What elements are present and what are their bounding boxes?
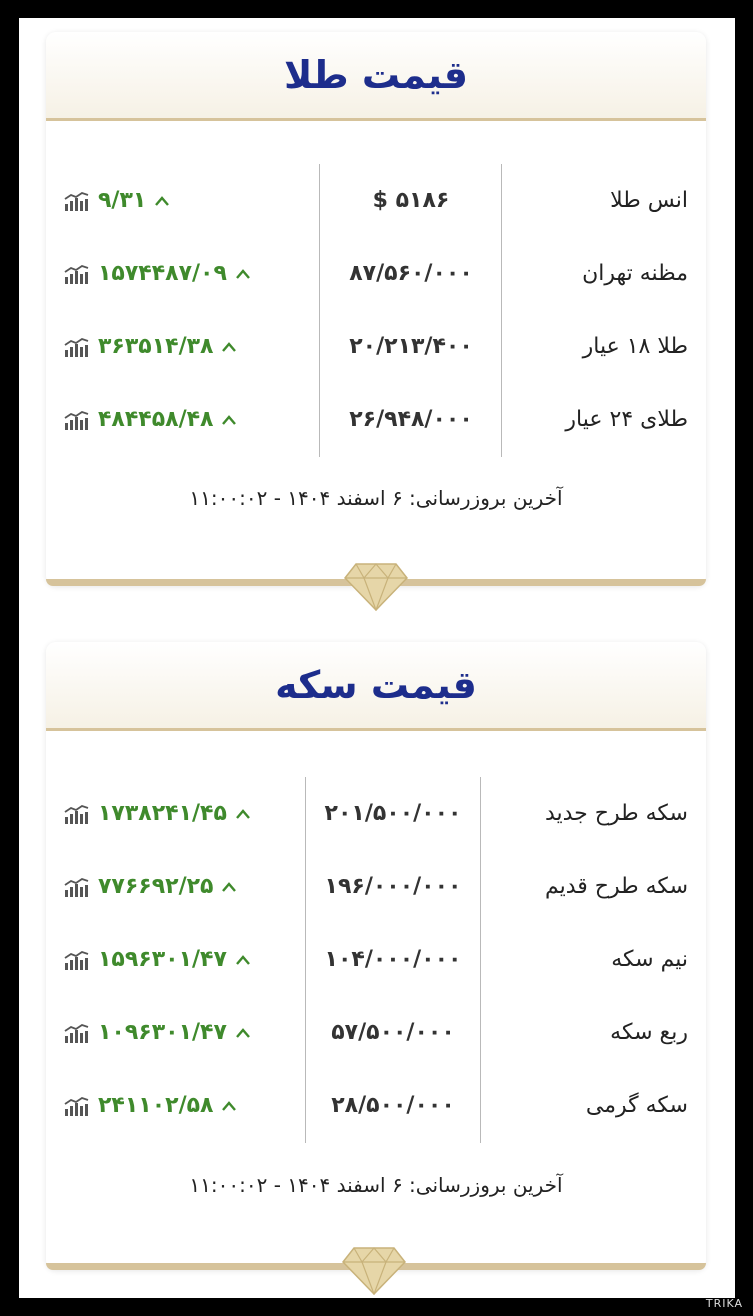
change-value: ۷۷۶۶۹۲/۲۵ bbox=[98, 874, 214, 899]
table-row bbox=[46, 1069, 706, 1142]
row-change bbox=[64, 947, 251, 972]
row-price: ۱۹۶/۰۰۰/۰۰۰ bbox=[324, 874, 462, 899]
row-name: سکه طرح جدید bbox=[544, 801, 688, 826]
row-price: ۵۷/۵۰۰/۰۰۰ bbox=[331, 1020, 455, 1045]
row-change bbox=[64, 1020, 251, 1045]
bar-chart-icon bbox=[64, 1095, 90, 1117]
bar-chart-icon bbox=[64, 409, 90, 431]
bar-chart-icon bbox=[64, 876, 90, 898]
change-value: ۱۷۳۸۲۴۱/۴۵ bbox=[98, 801, 227, 826]
bar-chart-icon bbox=[64, 803, 90, 825]
chevron-up-icon bbox=[235, 1027, 251, 1039]
row-change bbox=[64, 334, 237, 359]
row-name: انس طلا bbox=[610, 188, 688, 213]
coin-card-title: قیمت سکه bbox=[275, 663, 477, 707]
row-name: مظنه تهران bbox=[582, 261, 688, 286]
row-price: ۸۷/۵۶۰/۰۰۰ bbox=[349, 261, 473, 286]
row-change bbox=[64, 407, 237, 432]
row-name: سکه گرمی bbox=[585, 1093, 688, 1118]
row-price: ۲۸/۵۰۰/۰۰۰ bbox=[331, 1093, 455, 1118]
chevron-up-icon bbox=[235, 954, 251, 966]
chevron-up-icon bbox=[235, 808, 251, 820]
change-value: ۲۴۱۱۰۲/۵۸ bbox=[98, 1093, 214, 1118]
gold-card-header bbox=[46, 32, 706, 121]
coin-card-header bbox=[46, 642, 706, 731]
gold-card-title: قیمت طلا bbox=[284, 53, 468, 97]
table-row bbox=[46, 850, 706, 923]
bar-chart-icon bbox=[64, 1022, 90, 1044]
bar-chart-icon bbox=[64, 263, 90, 285]
row-price: ۲۰/۲۱۳/۴۰۰ bbox=[349, 334, 473, 359]
change-value: ۳۶۳۵۱۴/۳۸ bbox=[98, 334, 214, 359]
table-row bbox=[46, 310, 706, 383]
app-screen bbox=[19, 18, 735, 1298]
watermark: TRIKA bbox=[705, 1297, 743, 1310]
change-value: ۴۸۴۴۵۸/۴۸ bbox=[98, 407, 214, 432]
row-name: نیم سکه bbox=[611, 947, 688, 972]
last-update-text: آخرین بروزرسانی: ۶ اسفند ۱۴۰۴ - ۱۱:۰۰:۰۲ bbox=[189, 486, 563, 510]
row-change bbox=[64, 1093, 237, 1118]
row-price: ۲۰۱/۵۰۰/۰۰۰ bbox=[324, 801, 462, 826]
change-value: ۹/۳۱ bbox=[98, 188, 147, 213]
row-name: ربع سکه bbox=[610, 1020, 688, 1045]
row-name: سکه طرح قدیم bbox=[544, 874, 688, 899]
row-price: ۲۶/۹۴۸/۰۰۰ bbox=[349, 407, 473, 432]
coin-price-table bbox=[46, 777, 706, 1197]
row-change bbox=[64, 801, 251, 826]
row-change bbox=[64, 874, 237, 899]
table-row bbox=[46, 237, 706, 310]
bar-chart-icon bbox=[64, 949, 90, 971]
chevron-up-icon bbox=[154, 195, 170, 207]
table-row bbox=[46, 996, 706, 1069]
gold-price-card bbox=[46, 32, 706, 586]
table-row bbox=[46, 777, 706, 850]
diamond-icon bbox=[344, 561, 408, 611]
bar-chart-icon bbox=[64, 336, 90, 358]
chevron-up-icon bbox=[221, 341, 237, 353]
row-name: طلای ۲۴ عیار bbox=[565, 407, 688, 432]
table-row bbox=[46, 164, 706, 237]
bar-chart-icon bbox=[64, 190, 90, 212]
change-value: ۱۰۹۶۳۰۱/۴۷ bbox=[98, 1020, 227, 1045]
coin-price-card bbox=[46, 642, 706, 1270]
chevron-up-icon bbox=[221, 881, 237, 893]
table-row bbox=[46, 923, 706, 996]
row-price: ۵۱۸۶ $ bbox=[372, 188, 450, 213]
row-change bbox=[64, 188, 170, 213]
change-value: ۱۵۹۶۳۰۱/۴۷ bbox=[98, 947, 227, 972]
chevron-up-icon bbox=[221, 414, 237, 426]
row-name: طلا ۱۸ عیار bbox=[582, 334, 688, 359]
row-price: ۱۰۴/۰۰۰/۰۰۰ bbox=[324, 947, 462, 972]
diamond-icon bbox=[342, 1245, 406, 1295]
change-value: ۱۵۷۴۴۸۷/۰۹ bbox=[98, 261, 227, 286]
gold-price-table bbox=[46, 164, 706, 510]
table-row bbox=[46, 383, 706, 456]
row-change bbox=[64, 261, 251, 286]
chevron-up-icon bbox=[235, 268, 251, 280]
chevron-up-icon bbox=[221, 1100, 237, 1112]
last-update-text: آخرین بروزرسانی: ۶ اسفند ۱۴۰۴ - ۱۱:۰۰:۰۲ bbox=[189, 1173, 563, 1197]
